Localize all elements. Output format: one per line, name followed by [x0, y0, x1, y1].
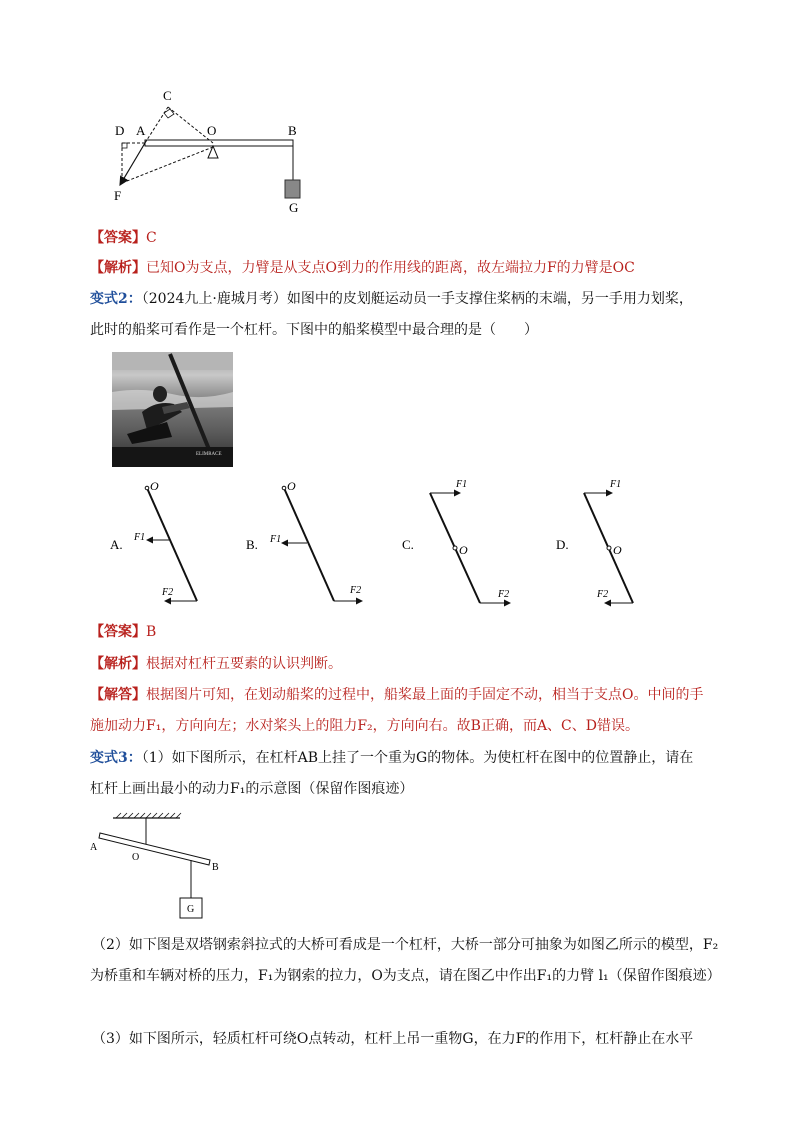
option-d[interactable]: [556, 479, 633, 603]
svg-text:O: O: [132, 852, 140, 863]
option-c[interactable]: [402, 479, 510, 603]
explanation-2: 【解析】根据对杠杆五要素的认识判断。: [90, 656, 342, 672]
question-3-line2: 杠杆上画出最小的动力F₁的示意图（保留作图痕迹）: [90, 781, 414, 797]
solution-2-line2: 施加动力F₁，方向向左；水对桨头上的阻力F₂，方向向右。故B正确，而A、C、D错误。: [90, 718, 639, 734]
svg-text:B: B: [212, 862, 219, 873]
svg-text:F2: F2: [350, 585, 362, 596]
label-f: F: [114, 188, 122, 203]
answer-1: 【答案】C: [90, 230, 157, 246]
lever-arm-figure: [100, 85, 320, 215]
svg-text:O: O: [287, 479, 296, 493]
svg-text:F1: F1: [134, 532, 146, 543]
paddle-options-figure: [100, 475, 660, 615]
option-a-letter: A.: [110, 537, 123, 552]
option-c-letter: C.: [402, 537, 414, 552]
label-o: O: [207, 123, 217, 138]
explanation-1: 【解析】已知O为支点，力臂是从支点O到力的作用线的距离，故左端拉力F的力臂是OC: [90, 260, 635, 276]
svg-text:O: O: [150, 479, 159, 493]
solution-2-line1: 【解答】根据图片可知，在划动船桨的过程中，船桨最上面的手固定不动，相当于支点O。中间的手: [90, 687, 704, 703]
lever-bar: [145, 140, 293, 146]
question-3c-line1: （3）如下图所示，轻质杠杆可绕O点转动，杠杆上吊一重物G，在力F的作用下，杠杆静止在水平: [92, 1031, 694, 1047]
kayak-photo: [112, 352, 233, 467]
svg-text:ELIMRACE: ELIMRACE: [196, 452, 222, 457]
option-a[interactable]: [110, 479, 197, 601]
question-3b-line2: 为桥重和车辆对桥的压力，F₁为钢索的拉力，O为支点，请在图乙中作出F₁的力臂 l₁（保留作图痕迹）: [90, 968, 721, 984]
label-a: A: [136, 123, 146, 138]
weight-block: [285, 180, 300, 198]
svg-text:O: O: [459, 543, 468, 557]
question-3b-line1: （2）如下图是双塔钢索斜拉式的大桥可看成是一个杠杆，大桥一部分可抽象为如图乙所示的模型，F₂: [92, 937, 719, 953]
svg-text:A: A: [90, 842, 98, 853]
option-d-letter: D.: [556, 537, 569, 552]
question-2-line1: 变式2：（2024九上·鹿城月考）如图中的皮划艇运动员一手支撑住桨柄的末端，另一手用力划桨，: [90, 291, 693, 307]
option-b-letter: B.: [246, 537, 258, 552]
question-2-line2: 此时的船桨可看作是一个杠杆。下图中的船桨模型中最合理的是（ ）: [90, 322, 538, 338]
label-b: B: [288, 123, 297, 138]
svg-text:F2: F2: [597, 589, 609, 600]
svg-text:F1: F1: [610, 479, 622, 490]
svg-text:F2: F2: [162, 587, 174, 598]
lever-ab: [99, 833, 210, 865]
svg-text:F1: F1: [270, 534, 282, 545]
question-3-line1: 变式3：（1）如下图所示，在杠杆AB上挂了一个重为G的物体。为使杠杆在图中的位置静止，请在: [90, 750, 694, 766]
svg-text:F1: F1: [456, 479, 468, 490]
answer-2: 【答案】B: [90, 624, 157, 640]
label-d: D: [115, 123, 125, 138]
svg-text:G: G: [187, 904, 195, 915]
option-b[interactable]: [246, 479, 362, 601]
fulcrum-triangle: [208, 146, 218, 158]
label-c: C: [163, 88, 172, 103]
tilted-lever-figure: [88, 810, 228, 925]
svg-text:O: O: [613, 543, 622, 557]
label-g: G: [289, 200, 299, 215]
svg-text:F2: F2: [498, 589, 510, 600]
